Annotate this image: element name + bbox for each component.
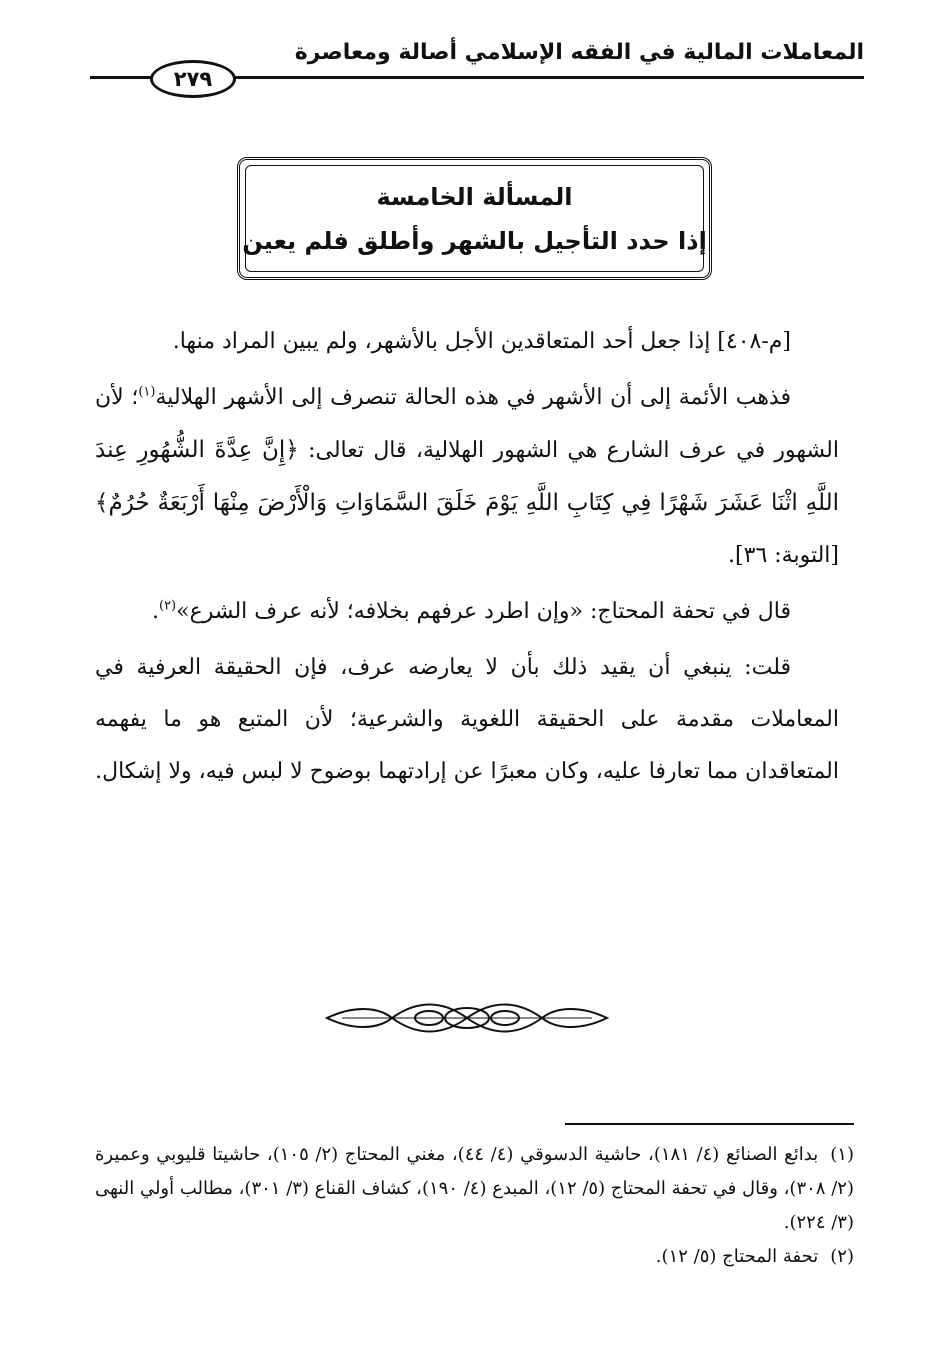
paragraph-3-text-a: قال في تحفة المحتاج: «وإن اطرد عرفهم بخلافه؛ لأنه عرف الشرع» (176, 599, 791, 624)
paragraph-2-text-a: فذهب الأئمة إلى أن الأشهر في هذه الحالة تنصرف إلى الأشهر الهلالية (155, 385, 791, 410)
paragraph-4-text: قلت: ينبغي أن يقيد ذلك بأن لا يعارضه عرف، فإن الحقيقة العرفية في المعاملات مقدمة على الحقيقة اللغوية والشرعية؛ لأن المتبع هو ما يفهمه المتعاقدان مما تعارفا عليه، وكان معبرًا عن إرادتهما بوضوح لا لبس فيه، ولا إشكال. (95, 655, 839, 784)
quran-verse: ﴿إِنَّ عِدَّةَ الشُّهُورِ عِندَ اللَّهِ اثْنَا عَشَرَ شَهْرًا فِي كِتَابِ اللَّهِ يَوْمَ خَلَقَ السَّمَاوَاتِ وَالْأَرْضَ مِنْهَا أَرْبَعَةٌ حُرُمٌ﴾ (95, 437, 839, 516)
paragraph-1 (95, 316, 839, 368)
paragraph-1-text: [م-٤٠٨] إذا جعل أحد المتعاقدين الأجل بالأشهر، ولم يبين المراد منها. (172, 329, 791, 354)
footnote-rule (565, 1123, 854, 1125)
footnote-2 (95, 1240, 854, 1274)
footnote-2-text: تحفة المحتاج (٥/ ١٢). (655, 1246, 819, 1267)
paragraph-2-text-b: ؛ لأن الشهور في عرف الشارع هي الشهور الهلالية، قال تعالى: (95, 385, 840, 463)
section-subtitle: إذا حدد التأجيل بالشهر وأطلق فلم يعين (242, 226, 707, 255)
paragraph-2 (95, 372, 839, 582)
verse-reference: [التوبة: ٣٦]. (728, 543, 839, 568)
ornament-divider (322, 998, 612, 1038)
footnote-1 (95, 1138, 854, 1240)
footnote-1-number: (١) (830, 1144, 854, 1165)
section-heading-box (237, 157, 712, 280)
section-title: المسألة الخامسة (376, 182, 573, 211)
footnotes (95, 1138, 854, 1274)
footnote-ref-1[interactable]: (١) (138, 384, 156, 400)
footnote-ref-2[interactable]: (٢) (158, 598, 177, 614)
running-title: المعاملات المالية في الفقه الإسلامي أصالة ومعاصرة (294, 40, 864, 65)
footnote-2-number: (٢) (830, 1246, 854, 1267)
footnote-1-text: بدائع الصنائع (٤/ ١٨١)، حاشية الدسوقي (٤/ ٤٤)، مغني المحتاج (٢/ ١٠٥)، حاشيتا قليوبي وعميرة (٢/ ٣٠٨)، وقال في تحفة المحتاج (٥/ ١٢)، المبدع (٤/ ١٩٠)، كشاف القناع (٣/ ٣٠١)، مطالب أولي النهى (٣/ ٢٢٤). (95, 1144, 854, 1233)
paragraph-4 (95, 642, 839, 798)
page-number: ٢٧٩ (150, 60, 236, 98)
paragraph-3 (95, 586, 839, 638)
body-text (95, 316, 839, 798)
paragraph-3-text-b: . (151, 599, 159, 624)
